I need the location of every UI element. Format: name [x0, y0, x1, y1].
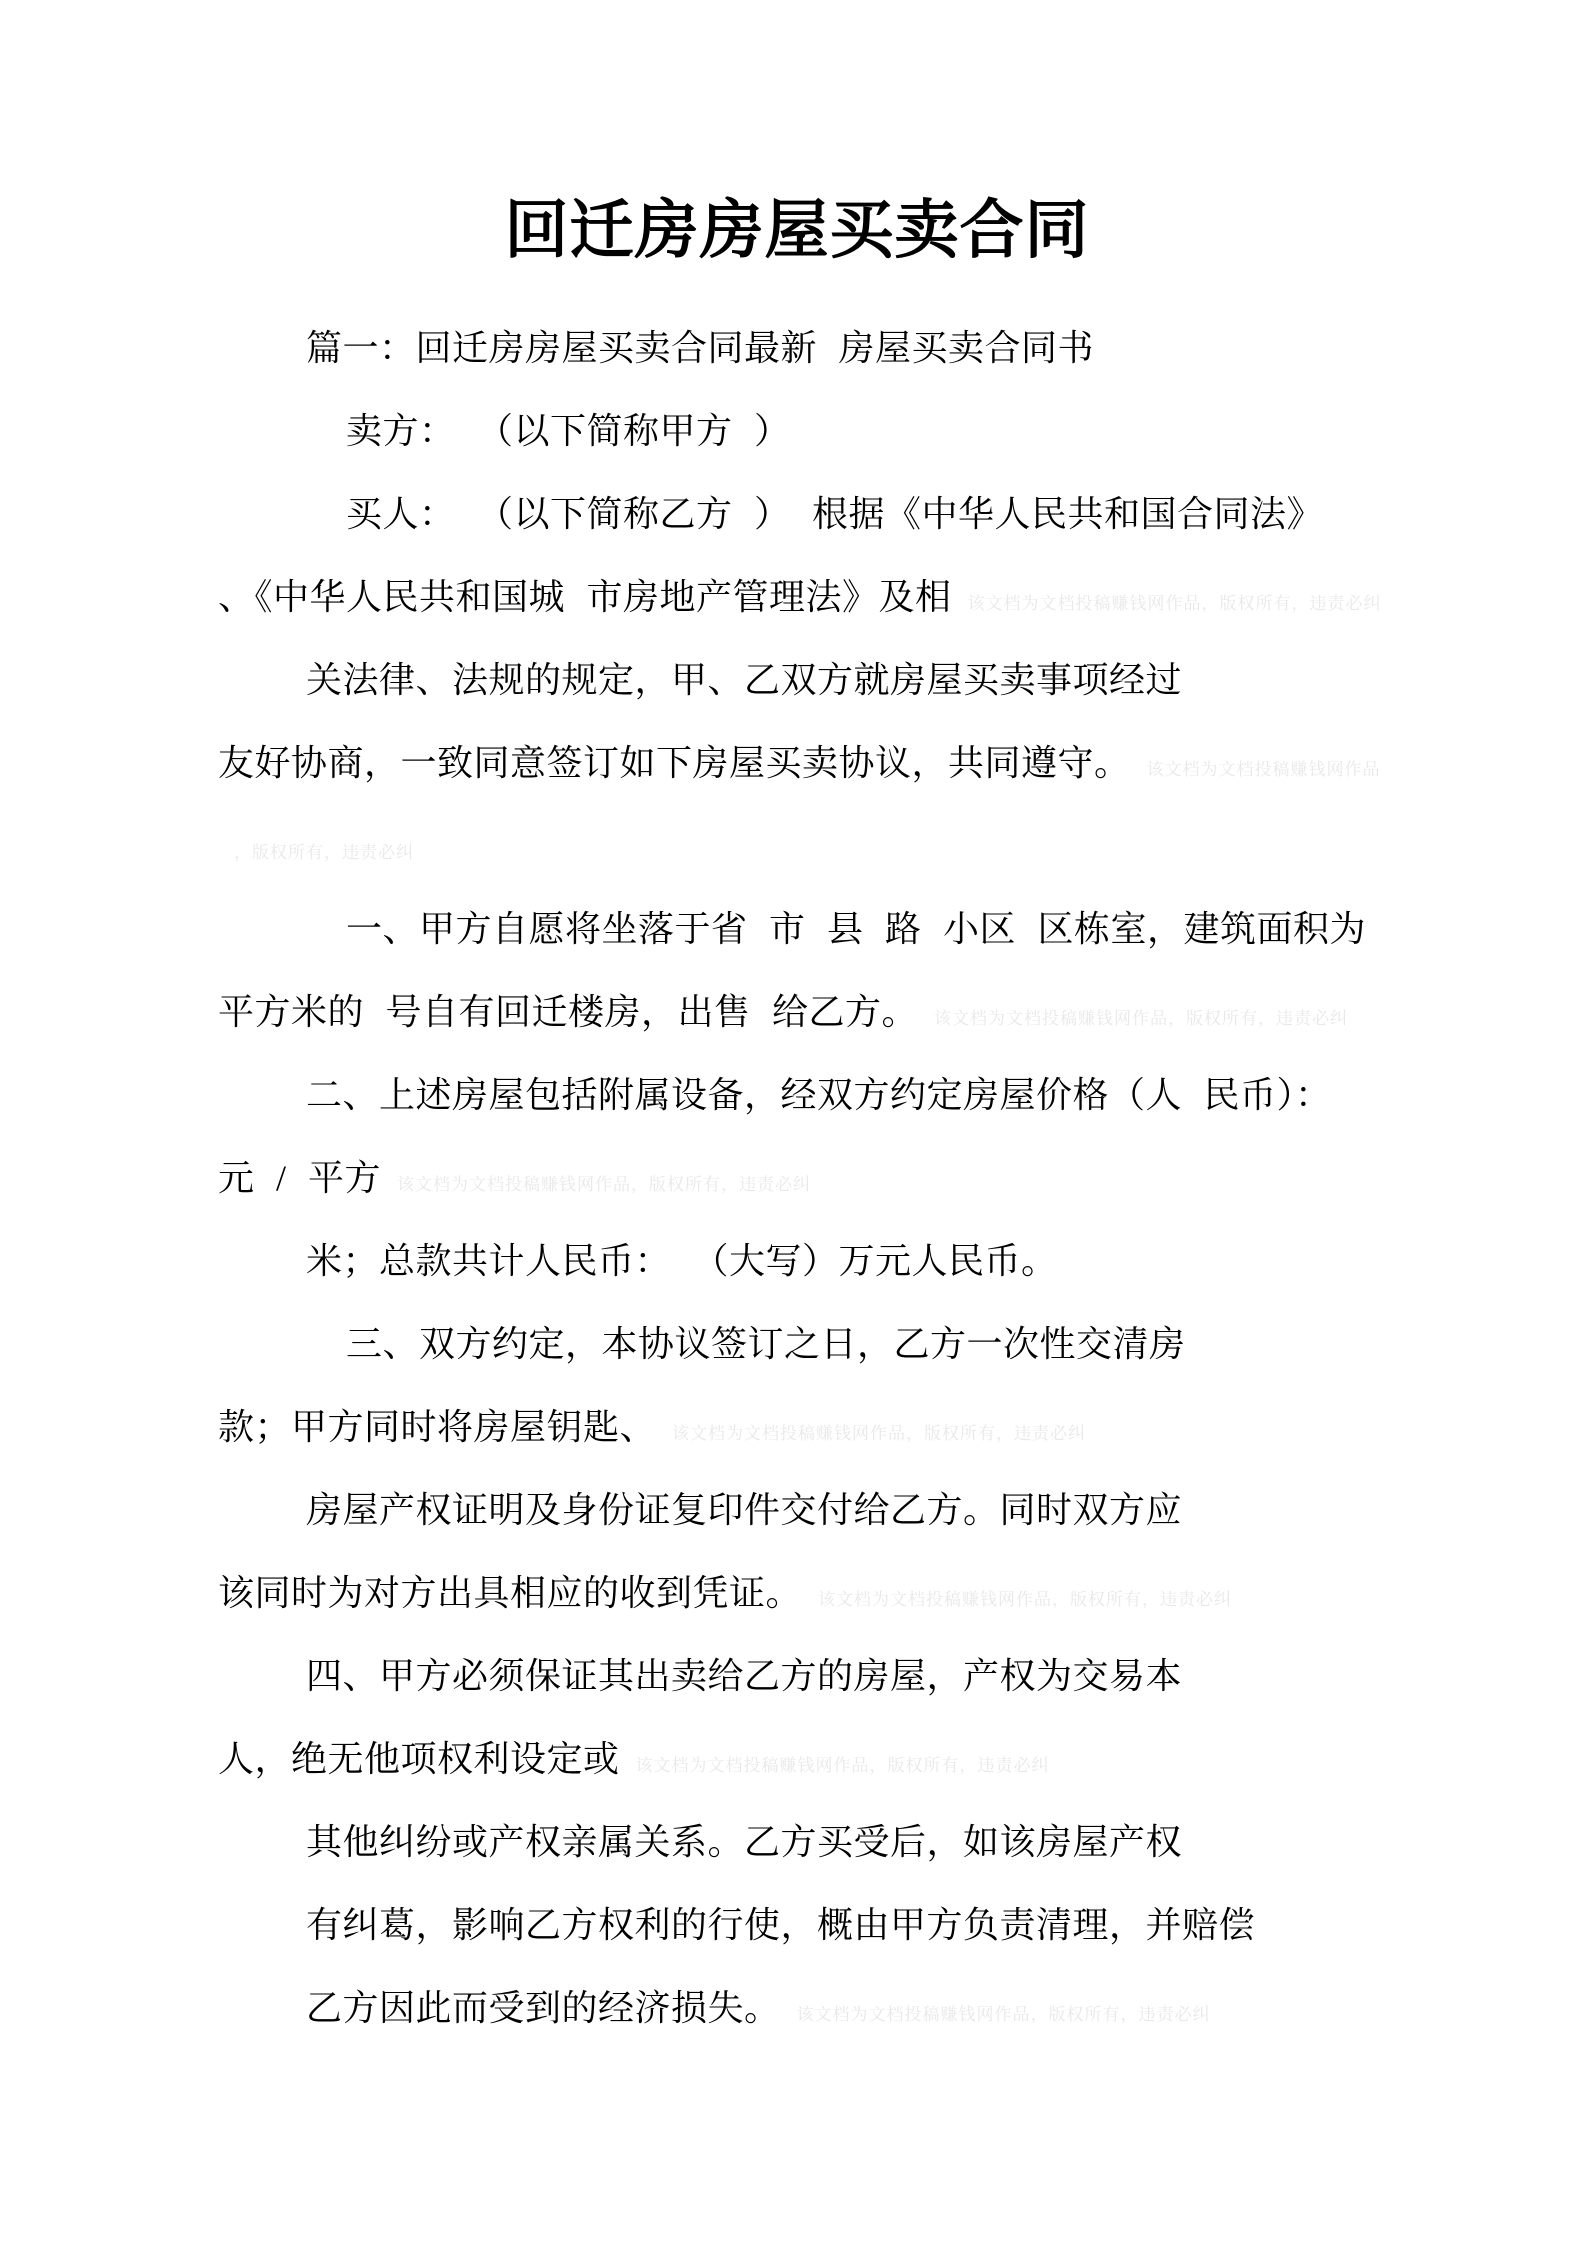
- watermark-text: 该文档为文档投稿赚钱网作品，版权所有，违责必纠: [672, 1424, 1087, 1443]
- document-title: 回迁房房屋买卖合同: [504, 194, 1090, 266]
- text-line: [218, 1884, 1534, 1967]
- text-line: [218, 307, 1534, 390]
- text-line: [218, 1386, 1534, 1469]
- text-line: [218, 1718, 1534, 1801]
- line-text: 款；甲方同时将房屋钥匙、: [218, 1407, 657, 1447]
- line-text: 一、甲方自愿将坐落于省 市 县 路 小区 区栋室，建筑面积为: [346, 909, 1367, 949]
- line-text: 该同时为对方出具相应的收到凭证。: [218, 1573, 803, 1613]
- line-text: 篇一：回迁房房屋买卖合同最新 房屋买卖合同书: [306, 328, 1095, 368]
- text-line: [218, 805, 1534, 888]
- watermark-text: 该文档为文档投稿赚钱网作品，版权所有，违责必纠: [967, 594, 1382, 613]
- line-text: 友好协商，一致同意签订如下房屋买卖协议，共同遵守。: [218, 743, 1131, 783]
- line-text: 元 / 平方: [218, 1158, 382, 1198]
- line-text: 有纠葛，影响乙方权利的行使，概由甲方负责清理，并赔偿: [306, 1905, 1256, 1945]
- text-line: [218, 1303, 1534, 1386]
- line-text: 米；总款共计人民币： （大写）万元人民币。: [306, 1241, 1058, 1281]
- text-line: [218, 390, 1534, 473]
- line-text: 乙方因此而受到的经济损失。: [306, 1988, 781, 2028]
- text-line: [218, 1137, 1534, 1220]
- line-text: 四、甲方必须保证其出卖给乙方的房屋，产权为交易本: [306, 1656, 1183, 1696]
- text-line: [218, 1552, 1534, 1635]
- line-text: 卖方： （以下简称甲方 ）: [346, 411, 791, 451]
- watermark-text: 该文档为文档投稿赚钱网作品，版权所有，违责必纠: [397, 1175, 812, 1194]
- line-text: 关法律、法规的规定，甲、乙双方就房屋买卖事项经过: [306, 660, 1183, 700]
- watermark-text: 该文档为文档投稿赚钱网作品，版权所有，违责必纠: [635, 1756, 1050, 1775]
- text-line: [218, 722, 1534, 805]
- text-line: [218, 1635, 1534, 1718]
- line-text: 人，绝无他项权利设定或: [218, 1739, 620, 1779]
- text-line: [218, 888, 1534, 971]
- text-line: [218, 1054, 1534, 1137]
- line-text: 二、上述房屋包括附属设备，经双方约定房屋价格（人 民币）：: [306, 1075, 1332, 1115]
- line-text: 三、双方约定，本协议签订之日，乙方一次性交清房: [346, 1324, 1186, 1364]
- watermark-text: 该文档为文档投稿赚钱网作品，版权所有，违责必纠: [934, 1009, 1349, 1028]
- text-line: [218, 1801, 1534, 1884]
- line-text: 房屋产权证明及身份证复印件交付给乙方。同时双方应: [306, 1490, 1183, 1530]
- document-body: [218, 307, 1534, 2050]
- text-line: [218, 473, 1534, 556]
- text-line: [218, 971, 1534, 1054]
- line-text: 平方米的 号自有回迁楼房，出售 给乙方。: [218, 992, 919, 1032]
- watermark-text: 该文档为文档投稿赚钱网作品，版权所有，违责必纠: [818, 1590, 1233, 1609]
- text-line: [218, 556, 1534, 639]
- watermark-text: ，版权所有，违责必纠: [234, 843, 414, 862]
- line-text: 买人： （以下简称乙方 ） 根据《中华人民共和国合同法》: [346, 494, 1324, 534]
- text-line: [218, 639, 1534, 722]
- text-line: [218, 1220, 1534, 1303]
- line-text: 、《中华人民共和国城 市房地产管理法》及相: [218, 577, 952, 617]
- text-line: [218, 1967, 1534, 2050]
- text-line: [218, 1469, 1534, 1552]
- line-text: 其他纠纷或产权亲属关系。乙方买受后，如该房屋产权: [306, 1822, 1183, 1862]
- watermark-text: 该文档为文档投稿赚钱网作品，版权所有，违责必纠: [796, 2005, 1211, 2024]
- watermark-text: 该文档为文档投稿赚钱网作品: [1146, 760, 1381, 779]
